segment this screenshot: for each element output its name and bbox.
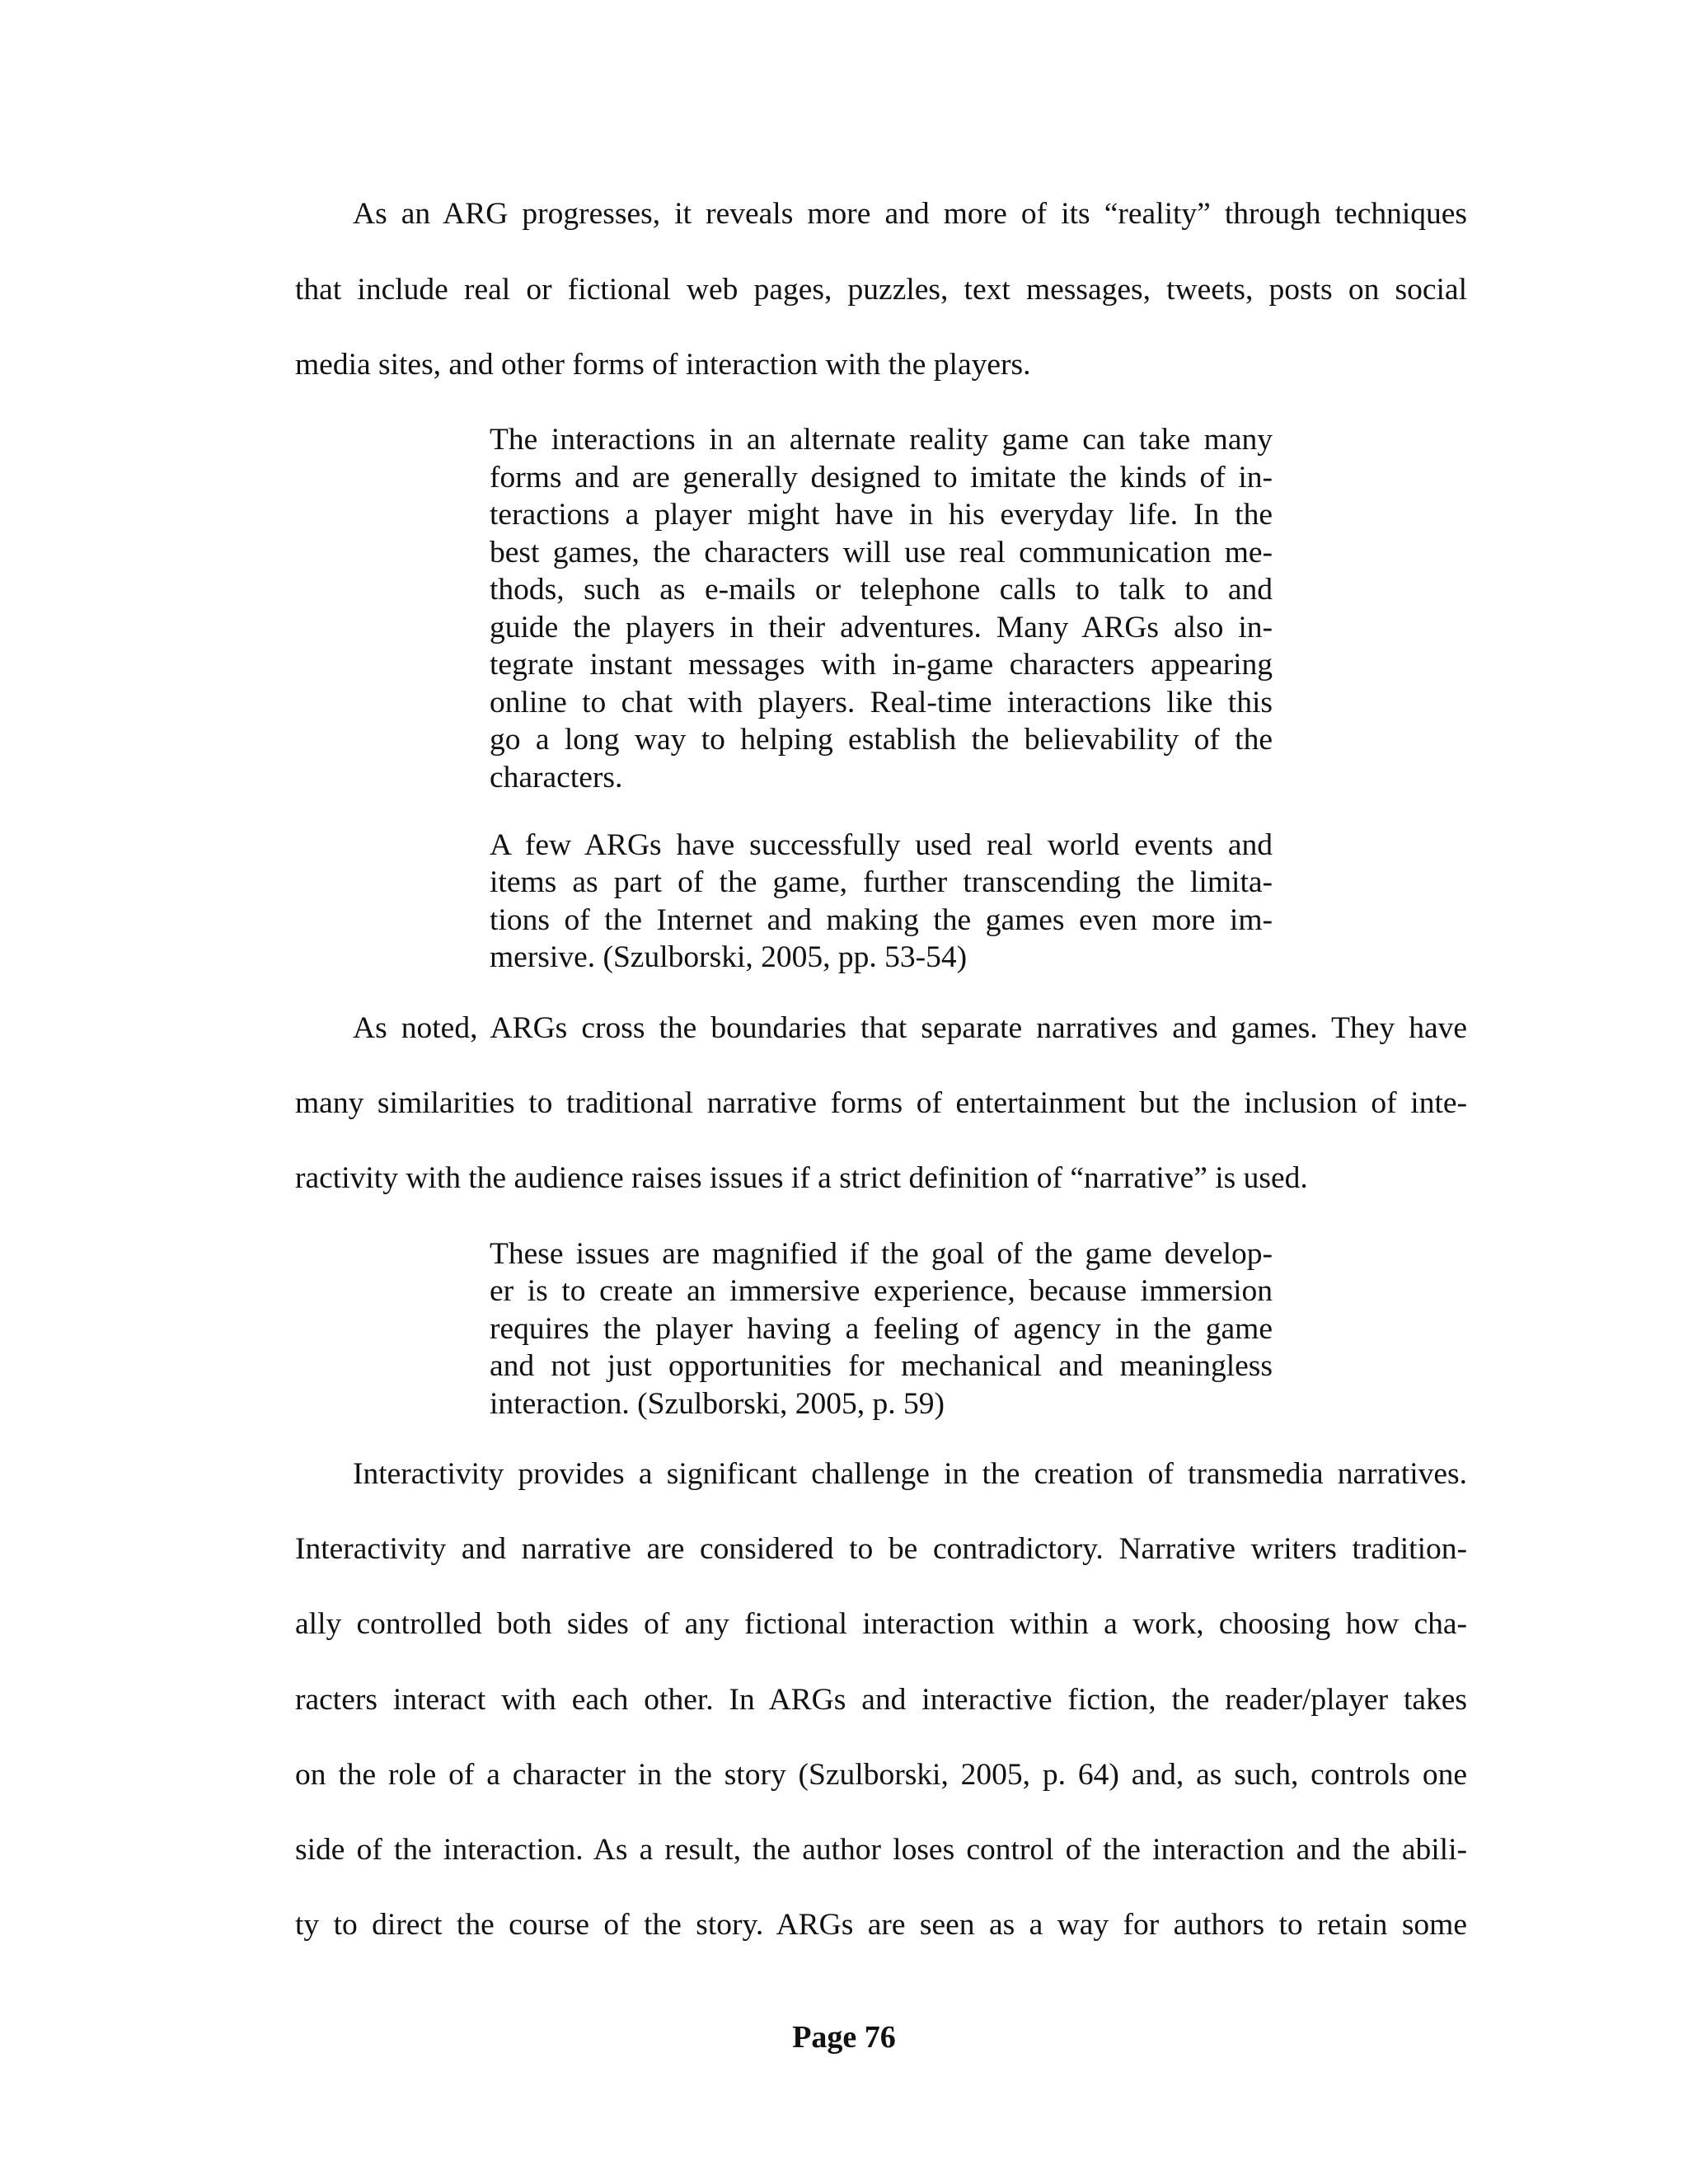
quote-line: tions of the Internet and making the games even more im-	[490, 903, 1273, 937]
quote-line: forms and are generally designed to imitate the kinds of in-	[490, 461, 1273, 494]
paragraph-line: on the role of a character in the story (Szulborski, 2005, p. 64) and, as such, controls one	[295, 1758, 1467, 1792]
quote-line: The interactions in an alternate reality game can take many	[490, 423, 1273, 457]
paragraph-line: racters interact with each other. In ARGs and interactive fiction, the reader/player takes	[295, 1683, 1467, 1717]
quote-line: characters.	[490, 761, 623, 794]
quote-line: mersive. (Szulborski, 2005, pp. 53-54)	[490, 940, 968, 974]
quote-line: best games, the characters will use real communication me-	[490, 536, 1273, 569]
paragraph-line: Interactivity and narrative are considered to be contradictory. Narrative writers tradition-	[295, 1532, 1467, 1566]
paragraph-line: As noted, ARGs cross the boundaries that separate narratives and games. They have	[353, 1011, 1467, 1045]
quote-line: These issues are magnified if the goal of the game develop-	[490, 1237, 1273, 1271]
quote-line: and not just opportunities for mechanical and meaningless	[490, 1349, 1273, 1383]
quote-line: teractions a player might have in his everyday life. In the	[490, 498, 1273, 532]
quote-line: A few ARGs have successfully used real world events and	[490, 828, 1273, 862]
paragraph-line: ty to direct the course of the story. ARGs are seen as a way for authors to retain some	[295, 1908, 1467, 1942]
quote-line: interaction. (Szulborski, 2005, p. 59)	[490, 1387, 945, 1421]
paragraph-line: many similarities to traditional narrative forms of entertainment but the inclusion of inte-	[295, 1086, 1467, 1120]
quote-line: thods, such as e-mails or telephone calls to talk to and	[490, 573, 1273, 607]
paragraph-line: ractivity with the audience raises issues if a strict definition of “narrative” is used.	[295, 1161, 1308, 1195]
paragraph-line: ally controlled both sides of any fictional interaction within a work, choosing how cha-	[295, 1607, 1467, 1641]
page-number: Page 76	[792, 2020, 896, 2055]
paragraph-line: Interactivity provides a significant challenge in the creation of transmedia narratives.	[353, 1457, 1467, 1491]
quote-line: items as part of the game, further transcending the limita-	[490, 865, 1273, 899]
paragraph-line: As an ARG progresses, it reveals more and more of its “reality” through techniques	[353, 197, 1467, 231]
quote-line: er is to create an immersive experience, because immersion	[490, 1274, 1273, 1308]
quote-line: go a long way to helping establish the believability of the	[490, 723, 1273, 757]
quote-line: requires the player having a feeling of agency in the game	[490, 1312, 1273, 1346]
quote-line: online to chat with players. Real-time interactions like this	[490, 686, 1273, 719]
quote-line: guide the players in their adventures. Many ARGs also in-	[490, 611, 1273, 644]
paragraph-line: that include real or fictional web pages, puzzles, text messages, tweets, posts on social	[295, 273, 1467, 307]
paragraph-line: media sites, and other forms of interaction with the players.	[295, 348, 1031, 382]
paragraph-line: side of the interaction. As a result, the author loses control of the interaction and the abili-	[295, 1833, 1467, 1867]
quote-line: tegrate instant messages with in-game characters appearing	[490, 648, 1273, 682]
